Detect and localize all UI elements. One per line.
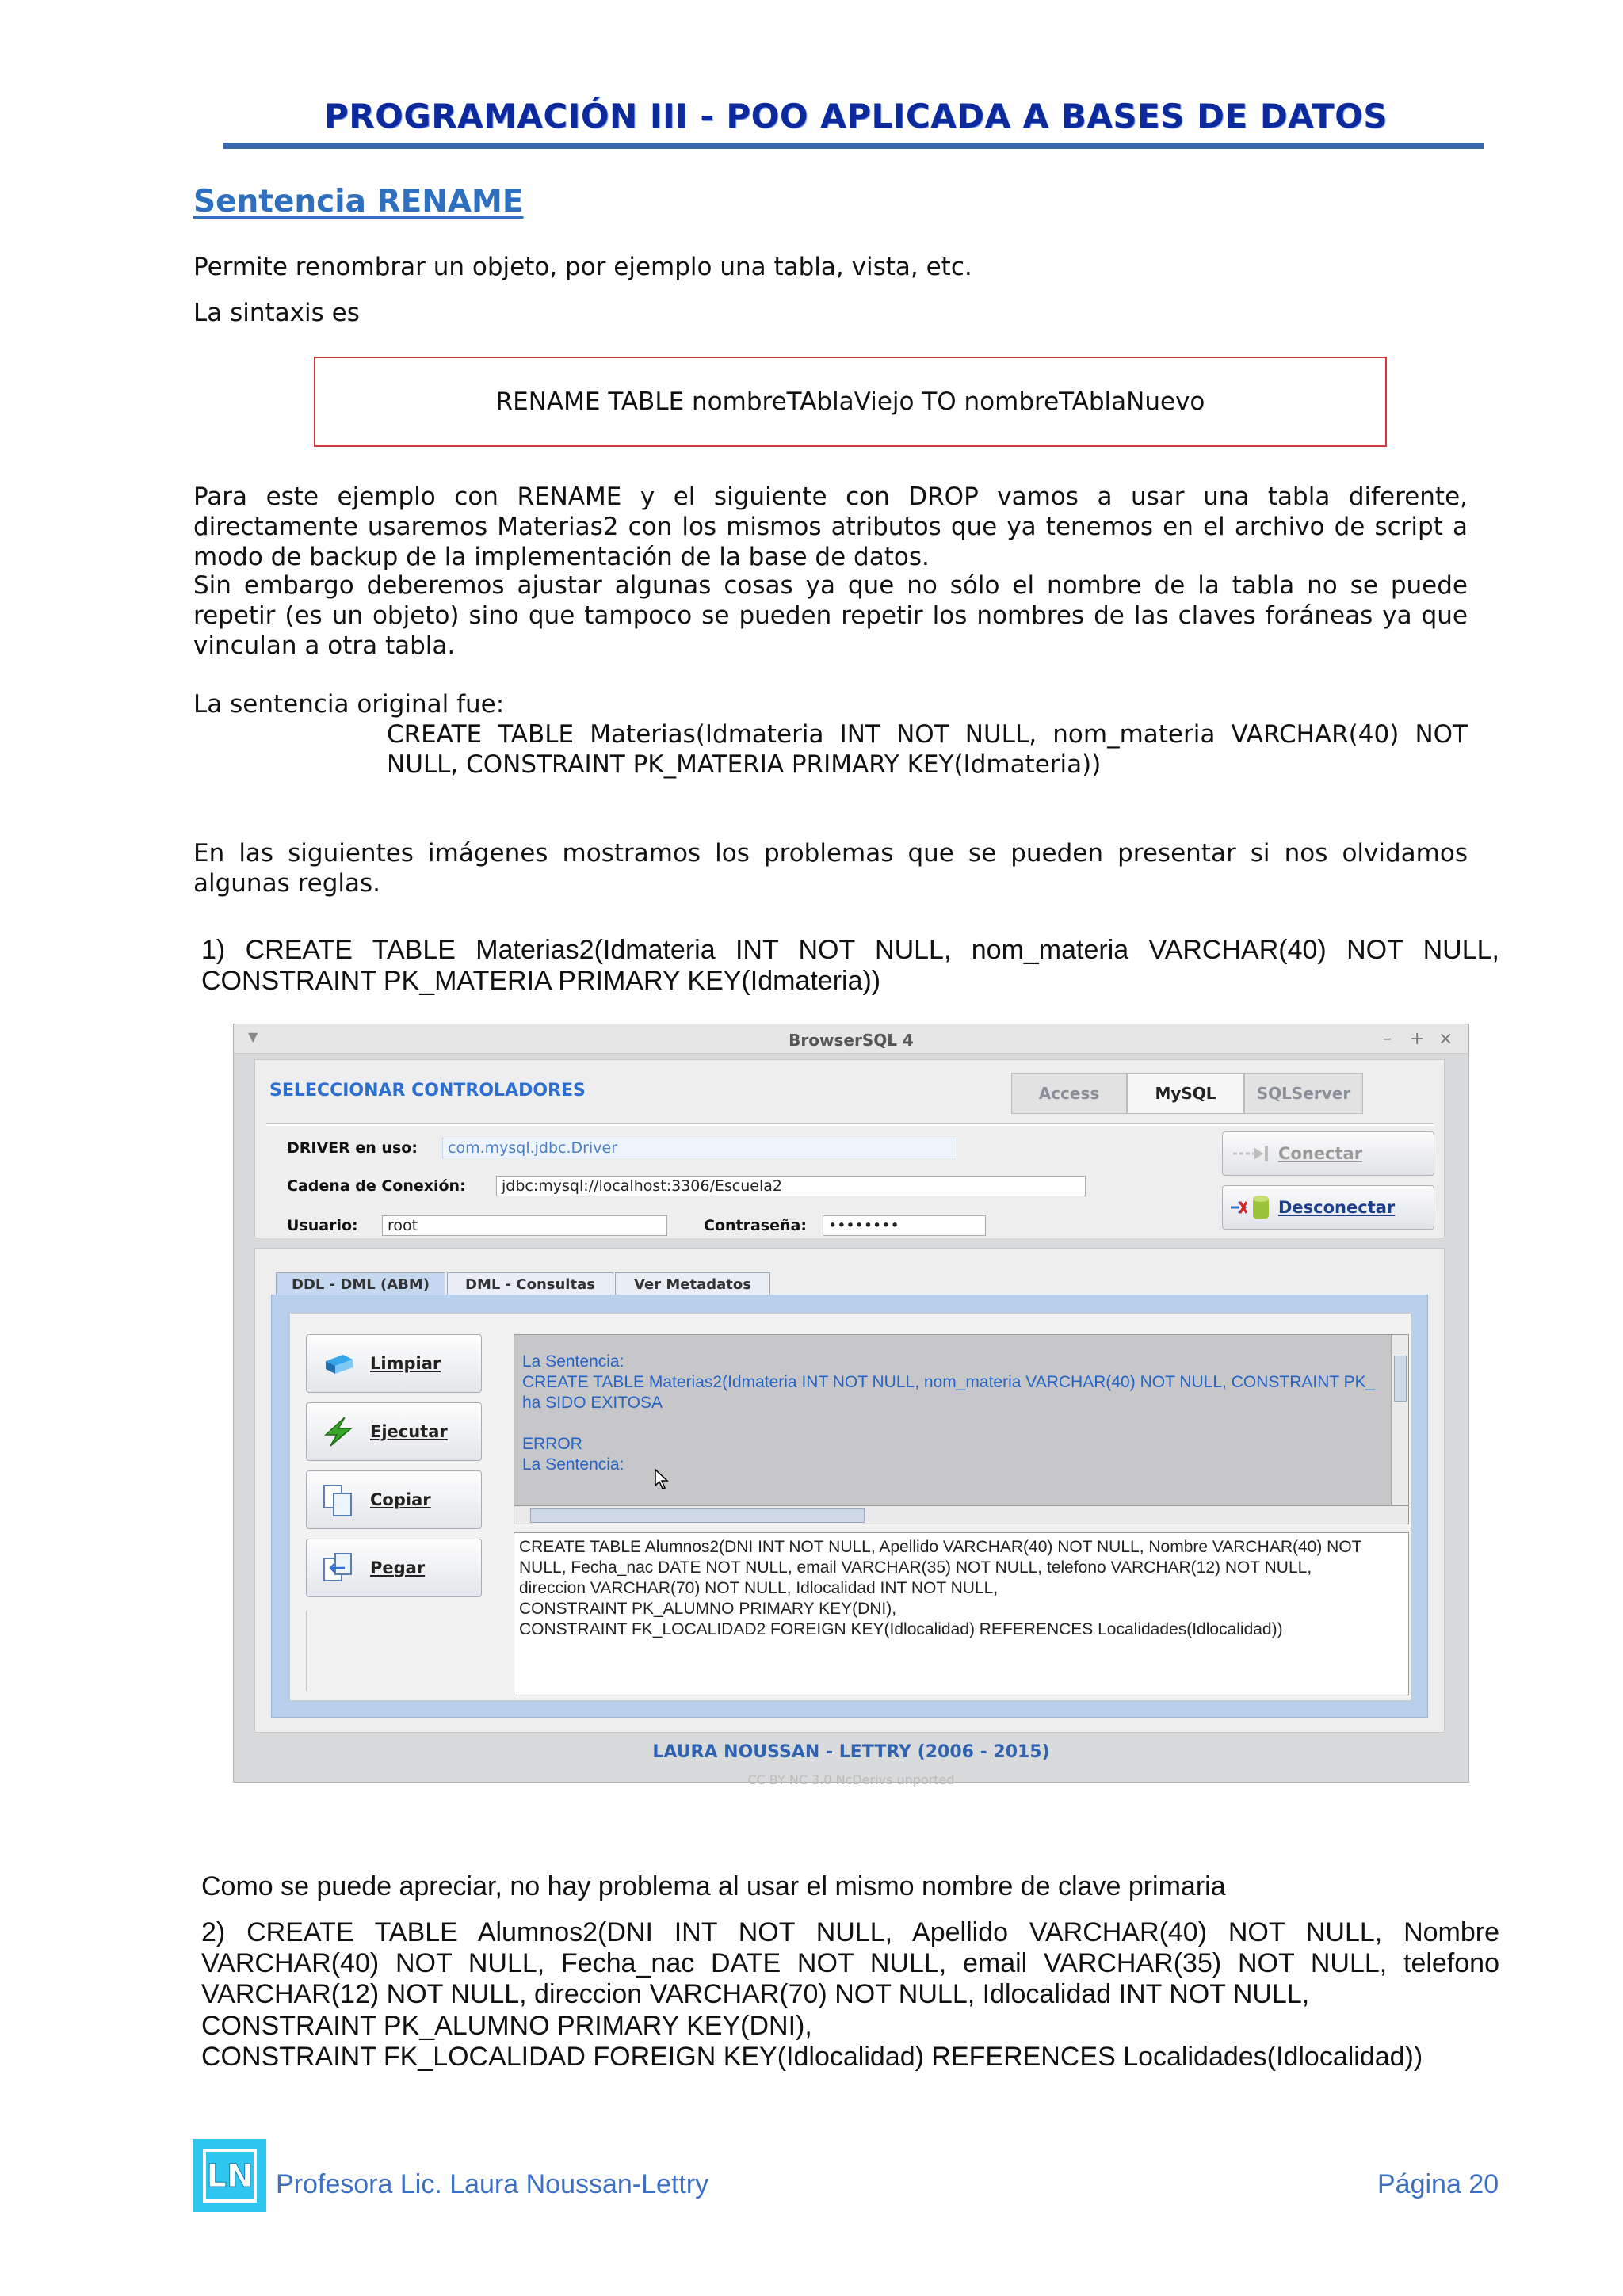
pegar-label: Pegar (370, 1558, 426, 1577)
sql-line: CREATE TABLE Alumnos2(DNI INT NOT NULL, Apellido VARCHAR(40) NOT NULL, Nombre VARCHAR(40) NOT (519, 1538, 1362, 1556)
window-menu-icon[interactable]: ▼ (248, 1029, 258, 1044)
driver-field[interactable]: com.mysql.jdbc.Driver (442, 1138, 957, 1158)
footer-author: Profesora Lic. Laura Noussan-Lettry (276, 2169, 709, 2199)
copy-icon (307, 1482, 370, 1517)
section-title: Sentencia RENAME (193, 184, 524, 219)
maximize-icon[interactable]: + (1410, 1029, 1425, 1049)
header-divider (223, 143, 1484, 149)
paragraph-1: Para este ejemplo con RENAME y el siguiente con DROP vamos a usar una tabla diferente, directamente usaremos Materias2 con los mismos atributos que ya tenemos en el archivo de script a modo de backup de la implementación de la base de datos. (193, 482, 1468, 571)
connect-button[interactable] (1222, 1131, 1434, 1176)
disconnect-button[interactable] (1222, 1185, 1434, 1230)
app-credit: LAURA NOUSSAN - LETTRY (2006 - 2015) (652, 1742, 1050, 1762)
select-drivers-title: SELECCIONAR CONTROLADORES (269, 1081, 586, 1100)
browsersql-window (233, 1024, 1469, 1787)
window-titlebar (234, 1024, 1468, 1054)
user-field[interactable]: root (382, 1215, 667, 1236)
tab-ver-metadatos[interactable]: Ver Metadatos (615, 1272, 770, 1296)
sql-line: CONSTRAINT PK_ALUMNO PRIMARY KEY(DNI), (519, 1600, 897, 1618)
svg-text:LN: LN (206, 2158, 254, 2195)
user-label: Usuario: (287, 1217, 358, 1234)
log-horizontal-scrollbar[interactable] (514, 1505, 1409, 1524)
disconnect-database-icon (1223, 1194, 1278, 1221)
log-line: ERROR (522, 1435, 582, 1453)
sql-editor[interactable] (514, 1532, 1409, 1695)
intro-line-2: La sintaxis es (193, 299, 360, 327)
paste-icon (307, 1550, 370, 1585)
syntax-text: RENAME TABLE nombreTAblaViejo TO nombreTAblaNuevo (495, 387, 1205, 416)
tab-sqlserver[interactable]: SQLServer (1244, 1073, 1363, 1114)
pegar-button[interactable] (306, 1539, 482, 1597)
eraser-icon (307, 1352, 370, 1375)
sql-line: CONSTRAINT FK_LOCALIDAD2 FOREIGN KEY(Idlocalidad) REFERENCES Localidades(Idlocalidad)) (519, 1620, 1283, 1638)
log-vertical-scrollbar[interactable] (1391, 1335, 1408, 1505)
paragraph-3: La sentencia original fue: (193, 690, 505, 719)
panel-separator (266, 1123, 1434, 1126)
inner-panel (289, 1313, 1411, 1701)
author-logo (193, 2139, 266, 2212)
drivers-panel (254, 1059, 1445, 1238)
minimize-icon[interactable]: – (1383, 1029, 1392, 1049)
tab-dml-consultas[interactable]: DML - Consultas (447, 1272, 613, 1296)
log-line: ha SIDO EXITOSA (522, 1394, 663, 1412)
ejecutar-label: Ejecutar (370, 1422, 448, 1441)
copiar-button[interactable] (306, 1470, 482, 1529)
note-text: Como se puede apreciar, no hay problema al usar el mismo nombre de clave primaria (201, 1871, 1226, 1901)
limpiar-label: Limpiar (370, 1354, 441, 1373)
driver-label: DRIVER en uso: (287, 1139, 418, 1157)
tab-content (271, 1295, 1428, 1718)
paragraph-2: Sin embargo deberemos ajustar algunas cosas ya que no sólo el nombre de la tabla no se puede repetir (es un objeto) sino que tampoco se pueden repetir los nombres de las claves foráneas ya que vinculan a otra tabla. (193, 571, 1468, 660)
intro-line-1: Permite renombrar un objeto, por ejemplo una tabla, vista, etc. (193, 253, 972, 281)
tab-access[interactable]: Access (1011, 1073, 1127, 1114)
disconnect-label: Desconectar (1278, 1198, 1396, 1217)
window-title: BrowserSQL 4 (789, 1031, 914, 1050)
tab-mysql[interactable]: MySQL (1127, 1073, 1244, 1114)
sql-line: direccion VARCHAR(70) NOT NULL, Idlocalidad INT NOT NULL, (519, 1579, 999, 1597)
tab-ddl-dml[interactable]: DDL - DML (ABM) (276, 1272, 445, 1296)
log-line: La Sentencia: (522, 1352, 624, 1371)
connect-label: Conectar (1278, 1144, 1363, 1163)
app-license: CC BY NC 3.0 NcDerivs unported (747, 1772, 955, 1787)
copiar-label: Copiar (370, 1490, 431, 1509)
lightning-icon (307, 1416, 370, 1447)
footer-page-number: Página 20 (1377, 2169, 1499, 2199)
work-panel (254, 1248, 1445, 1733)
password-label: Contraseña: (704, 1217, 807, 1234)
example-item-2: 2) CREATE TABLE Alumnos2(DNI INT NOT NULL, Apellido VARCHAR(40) NOT NULL, Nombre VARCHAR(40) NOT NULL, Fecha_nac DATE NOT NULL, email VARCHAR(35) NOT NULL, telefono VARCHAR(12) NOT NULL, direccion VARCHAR(70) NOT NULL, Idlocalidad INT NOT NULL, (201, 1917, 1499, 2009)
limpiar-button[interactable] (306, 1334, 482, 1393)
password-field[interactable]: •••••••• (823, 1215, 986, 1236)
document-header-title: PROGRAMACIÓN III - POO APLICADA A BASES DE DATOS (323, 97, 1388, 135)
connection-string-label: Cadena de Conexión: (287, 1177, 466, 1195)
connect-arrow-icon (1223, 1144, 1278, 1163)
button-column-border (306, 1611, 483, 1691)
example-item-1: 1) CREATE TABLE Materias2(Idmateria INT NOT NULL, nom_materia VARCHAR(40) NOT NULL, CONSTRAINT PK_MATERIA PRIMARY KEY(Idmateria)) (201, 935, 1499, 996)
example-item-2-line-4: CONSTRAINT PK_ALUMNO PRIMARY KEY(DNI), (201, 2011, 812, 2041)
log-line: La Sentencia: (522, 1455, 624, 1474)
original-statement-code: CREATE TABLE Materias(Idmateria INT NOT NULL, nom_materia VARCHAR(40) NOT NULL, CONSTRAINT PK_MATERIA PRIMARY KEY(Idmateria)) (387, 720, 1468, 779)
ejecutar-button[interactable] (306, 1402, 482, 1461)
sql-line: NULL, Fecha_nac DATE NOT NULL, email VARCHAR(35) NOT NULL, telefono VARCHAR(12) NOT NULL, (519, 1558, 1312, 1577)
close-icon[interactable]: × (1438, 1029, 1453, 1049)
log-line: CREATE TABLE Materias2(Idmateria INT NOT NULL, nom_materia VARCHAR(40) NOT NULL, CONSTRAINT PK_ (522, 1373, 1376, 1391)
mouse-cursor-icon (654, 1468, 670, 1493)
connection-string-field[interactable]: jdbc:mysql://localhost:3306/Escuela2 (496, 1176, 1086, 1196)
syntax-box (314, 357, 1387, 447)
paragraph-4: En las siguientes imágenes mostramos los problemas que se pueden presentar si nos olvidamos algunas reglas. (193, 839, 1468, 898)
example-item-2-line-5: CONSTRAINT FK_LOCALIDAD FOREIGN KEY(Idlocalidad) REFERENCES Localidades(Idlocalidad)) (201, 2042, 1423, 2072)
result-log[interactable] (514, 1334, 1409, 1505)
